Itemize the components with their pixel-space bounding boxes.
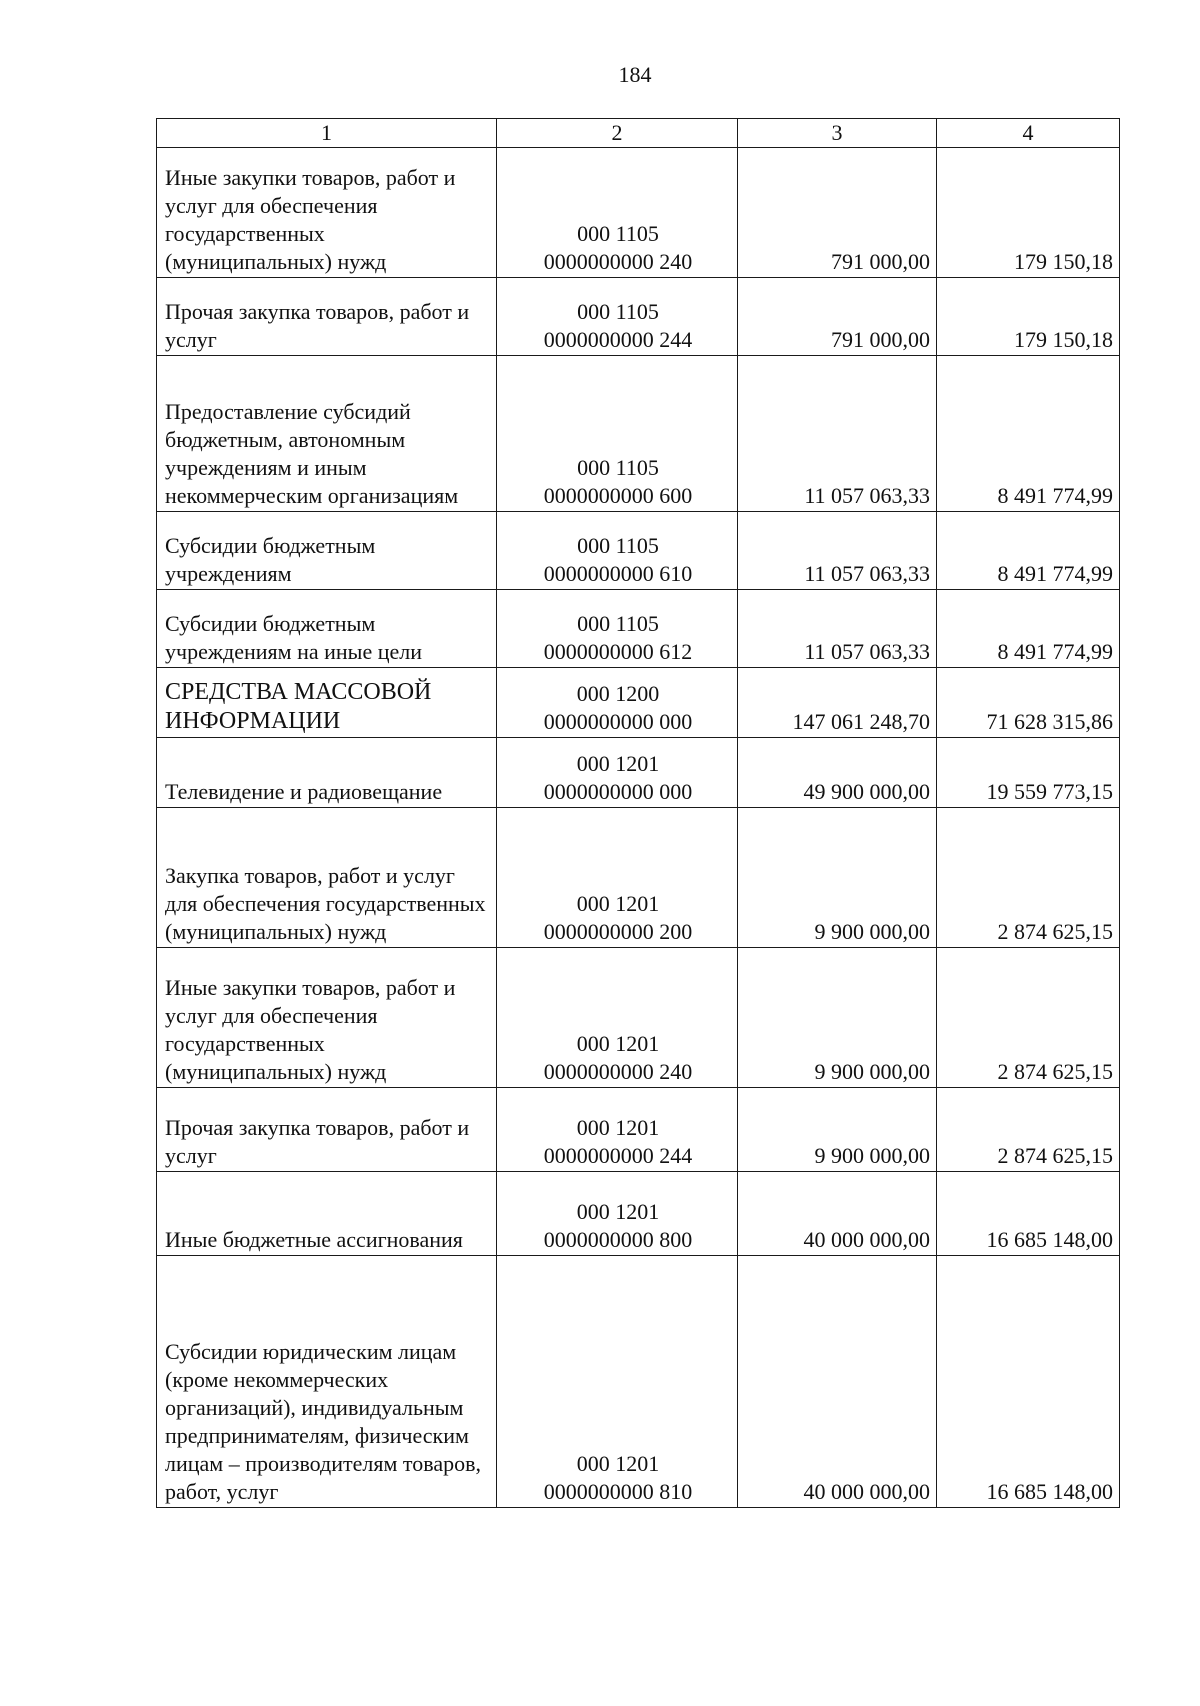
expense-code: 0000000000 244 (543, 327, 693, 352)
row-name: Телевидение и радиовещание (157, 738, 497, 808)
row-name: Иные бюджетные ассигнования (157, 1172, 497, 1256)
row-name: Иные закупки товаров, работ и услуг для обеспечения государственных (муниципальных) нужд (157, 948, 497, 1088)
column-header: 3 (738, 119, 937, 148)
row-plan-amount: 11 057 063,33 (738, 512, 937, 590)
expense-code: 0000000000 000 (543, 709, 693, 734)
row-code (497, 1172, 738, 1256)
table-row (157, 356, 1120, 512)
row-actual-amount: 8 491 774,99 (937, 512, 1120, 590)
expense-code: 0000000000 240 (543, 1059, 693, 1084)
row-code (497, 1256, 738, 1508)
section-code: 000 1201 (576, 751, 660, 776)
row-plan-amount: 40 000 000,00 (738, 1256, 937, 1508)
table-row (157, 512, 1120, 590)
column-header: 1 (157, 119, 497, 148)
row-name: Субсидии бюджетным учреждениям на иные цели (157, 590, 497, 668)
expense-code: 0000000000 000 (543, 779, 693, 804)
row-name: Предоставление субсидий бюджетным, автономным учреждениям и иным некоммерческим организациям (157, 356, 497, 512)
row-plan-amount: 9 900 000,00 (738, 808, 937, 948)
row-name: СРЕДСТВА МАССОВОЙ ИНФОРМАЦИИ (157, 668, 497, 738)
column-header: 2 (497, 119, 738, 148)
expense-code: 0000000000 200 (543, 919, 693, 944)
expense-code: 0000000000 600 (543, 483, 693, 508)
section-code: 000 1105 (577, 611, 659, 636)
row-code (497, 1088, 738, 1172)
table-row (157, 590, 1120, 668)
table-row (157, 808, 1120, 948)
table-header-row (157, 119, 1120, 148)
expense-code: 0000000000 244 (543, 1143, 693, 1168)
row-name: Закупка товаров, работ и услуг для обеспечения государственных (муниципальных) нужд (157, 808, 497, 948)
table-row (157, 278, 1120, 356)
row-code (497, 356, 738, 512)
section-code: 000 1201 (576, 1199, 660, 1224)
table-row (157, 1088, 1120, 1172)
row-plan-amount: 791 000,00 (738, 148, 937, 278)
row-plan-amount: 9 900 000,00 (738, 948, 937, 1088)
row-code (497, 278, 738, 356)
row-plan-amount: 11 057 063,33 (738, 590, 937, 668)
budget-table (156, 118, 1120, 1508)
table-row (157, 948, 1120, 1088)
expense-code: 0000000000 800 (543, 1227, 693, 1252)
table-row (157, 1172, 1120, 1256)
expense-code: 0000000000 810 (543, 1479, 693, 1504)
table-row (157, 148, 1120, 278)
row-code (497, 148, 738, 278)
section-code: 000 1105 (577, 455, 659, 480)
section-code: 000 1201 (576, 1115, 660, 1140)
row-actual-amount: 8 491 774,99 (937, 590, 1120, 668)
row-actual-amount: 8 491 774,99 (937, 356, 1120, 512)
row-actual-amount: 71 628 315,86 (937, 668, 1120, 738)
row-actual-amount: 2 874 625,15 (937, 1088, 1120, 1172)
row-code (497, 808, 738, 948)
row-actual-amount: 179 150,18 (937, 148, 1120, 278)
row-name: Иные закупки товаров, работ и услуг для обеспечения государственных (муниципальных) нужд (157, 148, 497, 278)
row-name: Субсидии юридическим лицам (кроме некоммерческих организаций), индивидуальным предпринимателям, физическим лицам – производителям товаров, работ, услуг (157, 1256, 497, 1508)
row-plan-amount: 791 000,00 (738, 278, 937, 356)
row-actual-amount: 19 559 773,15 (937, 738, 1120, 808)
table-row (157, 1256, 1120, 1508)
table-row (157, 668, 1120, 738)
row-name: Прочая закупка товаров, работ и услуг (157, 278, 497, 356)
table-row (157, 738, 1120, 808)
row-actual-amount: 179 150,18 (937, 278, 1120, 356)
row-actual-amount: 2 874 625,15 (937, 948, 1120, 1088)
column-header: 4 (937, 119, 1120, 148)
row-name: Прочая закупка товаров, работ и услуг (157, 1088, 497, 1172)
row-actual-amount: 2 874 625,15 (937, 808, 1120, 948)
row-code (497, 668, 738, 738)
expense-code: 0000000000 612 (543, 639, 693, 664)
page-number: 184 (618, 62, 652, 87)
section-code: 000 1201 (576, 1451, 660, 1476)
row-plan-amount: 40 000 000,00 (738, 1172, 937, 1256)
expense-code: 0000000000 610 (543, 561, 693, 586)
section-code: 000 1200 (576, 681, 660, 706)
row-actual-amount: 16 685 148,00 (937, 1256, 1120, 1508)
section-code: 000 1201 (576, 1031, 660, 1056)
row-plan-amount: 49 900 000,00 (738, 738, 937, 808)
row-actual-amount: 16 685 148,00 (937, 1172, 1120, 1256)
row-code (497, 738, 738, 808)
section-code: 000 1105 (577, 299, 659, 324)
row-name: Субсидии бюджетным учреждениям (157, 512, 497, 590)
row-code (497, 590, 738, 668)
section-code: 000 1105 (577, 221, 659, 246)
section-code: 000 1201 (576, 891, 660, 916)
row-plan-amount: 11 057 063,33 (738, 356, 937, 512)
row-plan-amount: 147 061 248,70 (738, 668, 937, 738)
expense-code: 0000000000 240 (543, 249, 693, 274)
row-plan-amount: 9 900 000,00 (738, 1088, 937, 1172)
row-code (497, 948, 738, 1088)
row-code (497, 512, 738, 590)
section-code: 000 1105 (577, 533, 659, 558)
